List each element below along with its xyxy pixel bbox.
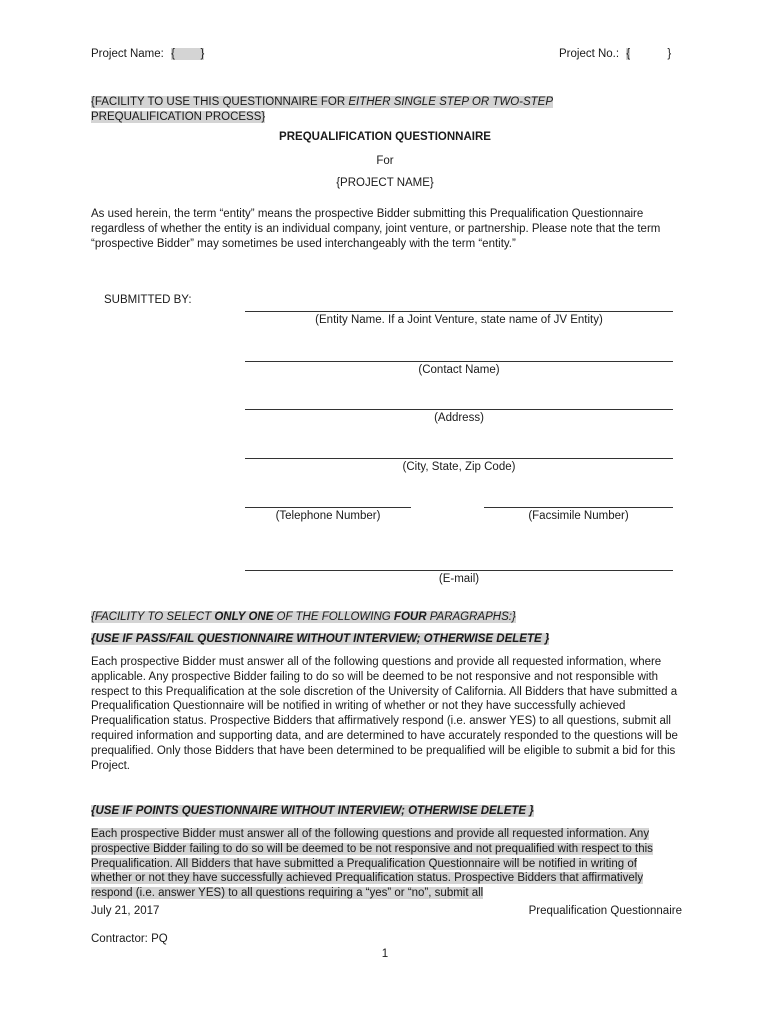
email-line[interactable] xyxy=(245,570,673,571)
address-caption: (Address) xyxy=(434,412,484,424)
entity-name-caption: (Entity Name. If a Joint Venture, state name of JV Entity) xyxy=(315,314,603,326)
city-state-zip-caption: (City, State, Zip Code) xyxy=(402,461,516,473)
project-no-close-brace: } xyxy=(667,48,672,60)
address-line[interactable] xyxy=(245,409,673,410)
select-note-part-a: {FACILITY TO SELECT xyxy=(91,611,215,623)
select-note xyxy=(91,610,681,625)
project-name-row xyxy=(91,48,204,60)
page-number: 1 xyxy=(381,948,389,960)
footer-doc-name: Prequalification Questionnaire xyxy=(528,905,682,917)
facility-note-line2: PREQUALIFICATION PROCESS} xyxy=(91,110,266,123)
passfail-heading xyxy=(91,632,681,647)
select-note-part-e: PARAGRAPHS:} xyxy=(426,611,516,623)
points-heading-text: {USE IF POINTS QUESTIONNAIRE WITHOUT INTERVIEW; OTHERWISE DELETE } xyxy=(91,805,534,817)
project-no-open-brace: { xyxy=(626,48,631,60)
project-no-label: Project No.: xyxy=(559,48,620,60)
contact-name-caption: (Contact Name) xyxy=(418,364,500,376)
submitted-by-label: SUBMITTED BY: xyxy=(104,294,192,306)
telephone-caption: (Telephone Number) xyxy=(275,510,381,522)
footer-date: July 21, 2017 xyxy=(91,905,160,917)
select-note-only-one: ONLY ONE xyxy=(214,611,274,623)
fax-line[interactable] xyxy=(484,507,673,508)
page-title: PREQUALIFICATION QUESTIONNAIRE xyxy=(279,131,491,143)
city-state-zip-line[interactable] xyxy=(245,458,673,459)
fax-caption: (Facsimile Number) xyxy=(528,510,629,522)
project-name-label: Project Name: xyxy=(91,48,164,60)
points-body xyxy=(91,827,681,901)
intro-paragraph: As used herein, the term “entity” means the prospective Bidder submitting this Prequalification Questionnaire regardless of whether the entity is an individual company, joint venture, or partnership. Please note that the term “prospective Bidder” may sometimes be used interchangeably with the term “entity.” xyxy=(91,208,661,250)
select-note-four: FOUR xyxy=(393,611,427,623)
points-heading xyxy=(91,804,681,819)
facility-note-emphasis: EITHER SINGLE STEP OR TWO-STEP xyxy=(348,96,554,108)
for-text: For xyxy=(376,155,394,167)
project-name-placeholder: {PROJECT NAME} xyxy=(336,177,434,189)
footer-contractor: Contractor: PQ xyxy=(91,933,168,945)
telephone-line[interactable] xyxy=(245,507,411,508)
points-body-text: Each prospective Bidder must answer all of the following questions and provide all requested information. Any prospective Bidder failing to do so will be deemed to be not responsive and not prequalified with respect to this Prequalification. All Bidders that have submitted a Prequalification Questionnaire will be notified in writing of whether or not they have successfully achieved Prequalification status. Prospective Bidders that affirmatively respond (i.e. answer YES) to all questions requiring a “yes” or “no”, submit all xyxy=(91,828,653,900)
passfail-heading-text: {USE IF PASS/FAIL QUESTIONNAIRE WITHOUT INTERVIEW; OTHERWISE DELETE } xyxy=(91,633,550,645)
project-no-row xyxy=(559,48,671,60)
facility-note xyxy=(91,95,681,125)
project-name-value: { } xyxy=(171,48,205,60)
facility-note-prefix: {FACILITY TO USE THIS QUESTIONNAIRE FOR xyxy=(91,96,349,108)
select-note-part-c: OF THE FOLLOWING xyxy=(273,611,394,623)
contact-name-line[interactable] xyxy=(245,361,673,362)
email-caption: (E-mail) xyxy=(438,573,480,585)
entity-name-line[interactable] xyxy=(245,311,673,312)
passfail-body: Each prospective Bidder must answer all of the following questions and provide all requested information, where applicable. Any prospective Bidder failing to do so will be deemed to be not responsive and not responsible with respect to this Prequalification at the sole discretion of the University of California. All Bidders that have submitted a Prequalification Questionnaire will be notified in writing of whether or not they have successfully achieved Prequalification status. Prospective Bidders that affirmatively respond (i.e. answer YES) to all questions, submit all required information and supporting data, and are determined to have accurately responded to the questions will be prequalified. Only those Bidders that have been determined to be prequalified will be eligible to submit a bid for this Project. xyxy=(91,656,678,772)
